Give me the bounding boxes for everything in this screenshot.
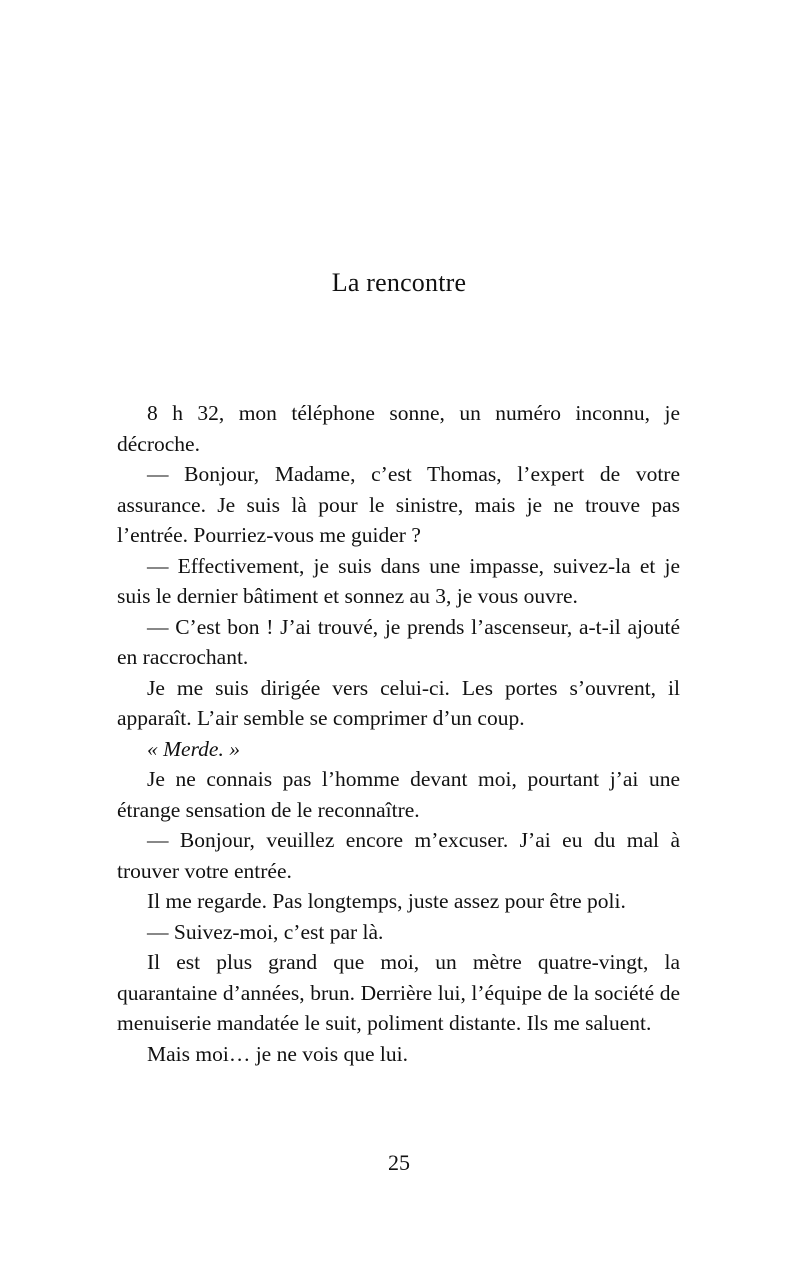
chapter-body <box>117 398 680 1069</box>
paragraph: — Effectivement, je suis dans une impasse, suivez-la et je suis le dernier bâtiment et sonnez au 3, je vous ouvre. <box>117 553 680 608</box>
paragraph: — C’est bon ! J’ai trouvé, je prends l’ascenseur, a-t-il ajouté en raccrochant. <box>117 614 680 669</box>
paragraph: 8 h 32, mon téléphone sonne, un numéro inconnu, je décroche. <box>117 401 680 456</box>
page-number: 25 <box>388 1150 410 1175</box>
paragraph: — Suivez-moi, c’est par là. <box>147 919 384 944</box>
chapter-title: La rencontre <box>331 268 467 297</box>
paragraph: Il est plus grand que moi, un mètre quatre-vingt, la quarantaine d’années, brun. Derrière lui, l’équipe de la société de menuiserie mandatée le suit, poliment distante. Ils me saluent. <box>117 950 680 1035</box>
paragraph: Mais moi… je ne vois que lui. <box>147 1041 408 1066</box>
inner-thought: « Merde. » <box>147 736 240 761</box>
paragraph: — Bonjour, Madame, c’est Thomas, l’expert de votre assurance. Je suis là pour le sinistre, mais je ne trouve pas l’entrée. Pourriez-vous me guider ? <box>117 462 680 547</box>
paragraph: Il me regarde. Pas longtemps, juste assez pour être poli. <box>147 889 626 913</box>
paragraph: Je ne connais pas l’homme devant moi, pourtant j’ai une étrange sensation de le reconnaître. <box>117 767 680 822</box>
paragraph: Je me suis dirigée vers celui-ci. Les portes s’ouvrent, il apparaît. L’air semble se comprimer d’un coup. <box>117 675 680 730</box>
paragraph: — Bonjour, veuillez encore m’excuser. J’ai eu du mal à trouver votre entrée. <box>117 828 680 883</box>
